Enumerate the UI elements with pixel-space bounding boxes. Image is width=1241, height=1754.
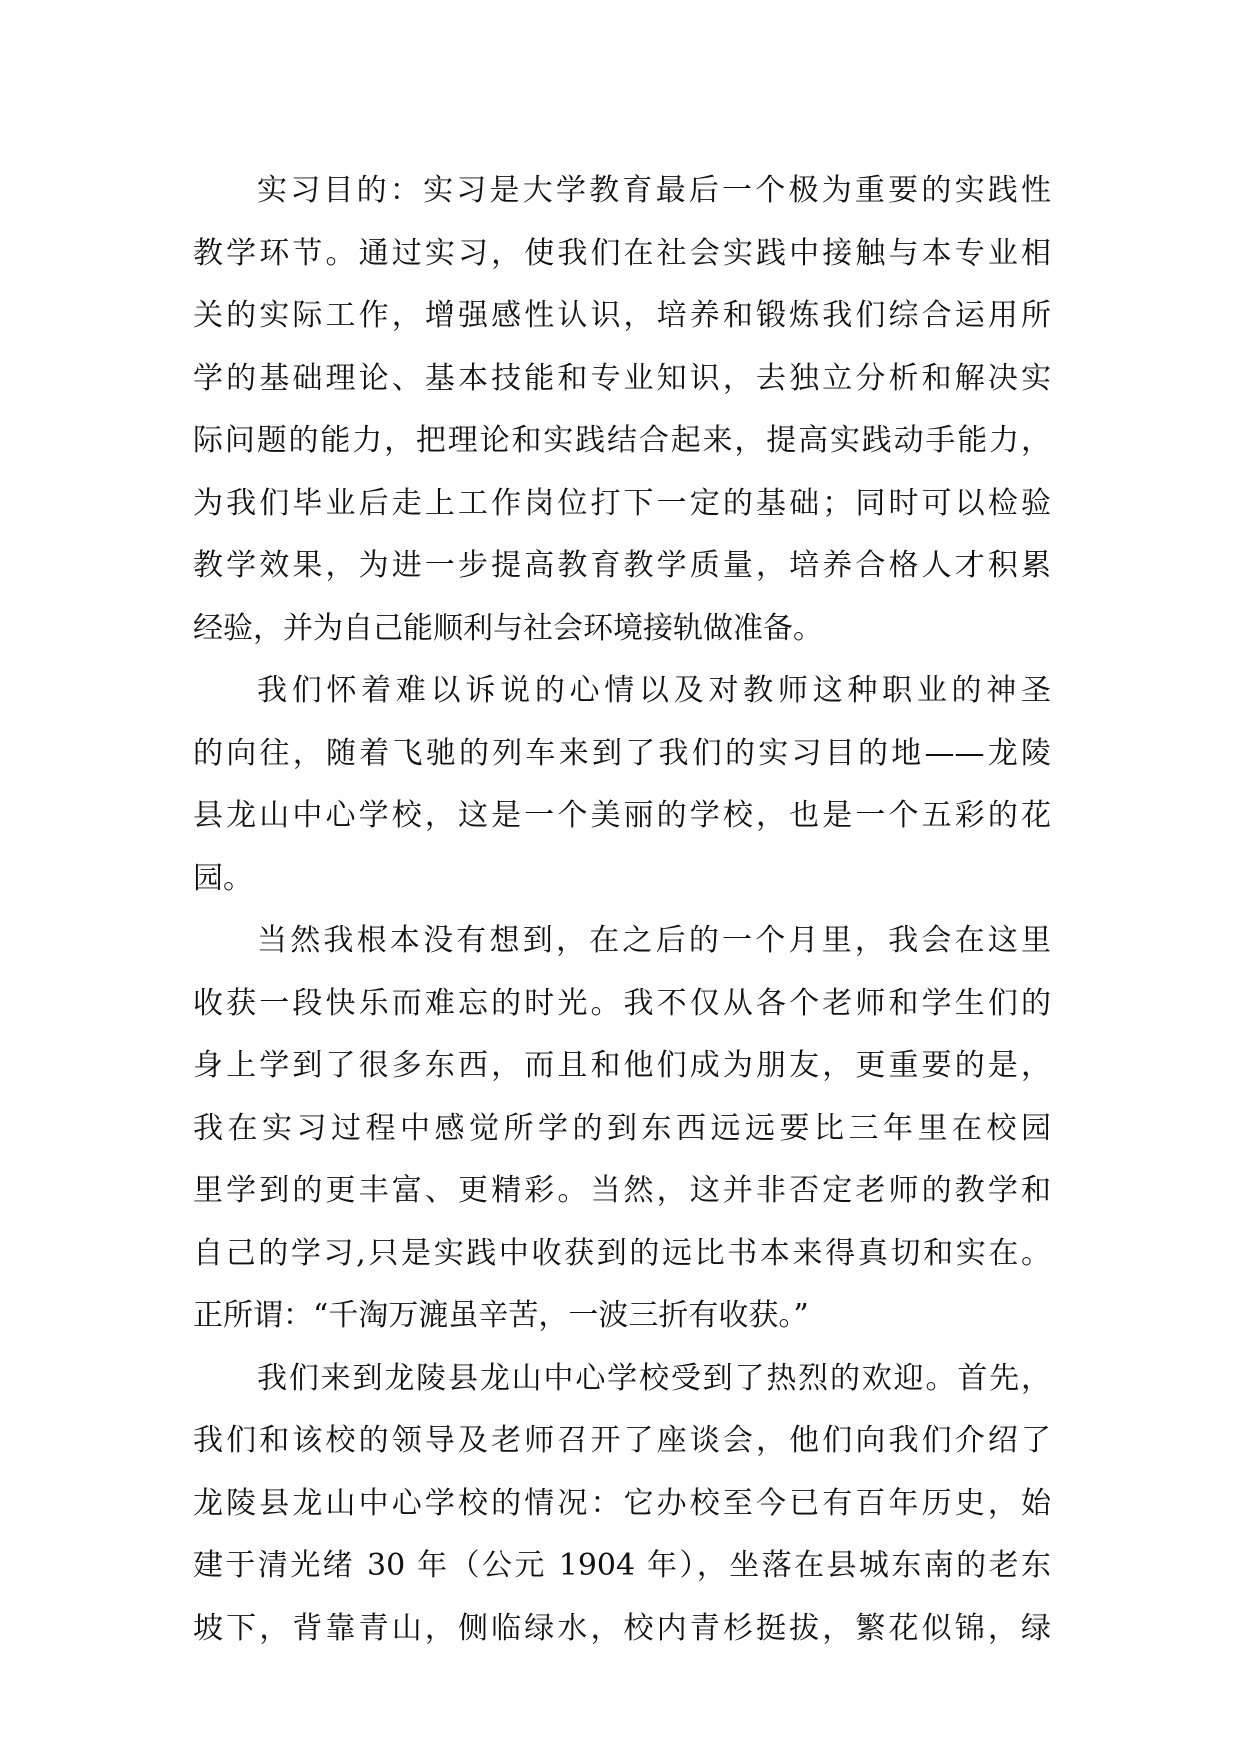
paragraph-arrival xyxy=(193,660,1051,910)
text-line: 关的实际工作，增强感性认识，培养和锻炼我们综合运用所 xyxy=(193,298,1051,333)
text-line: 学的基础理论、基本技能和专业知识，去独立分析和解决实 xyxy=(193,360,1051,396)
paragraph-reflection xyxy=(193,910,1051,1348)
text-line: 我在实习过程中感觉所学的到东西远远要比三年里在校园 xyxy=(193,1110,1051,1146)
text-line: 我们来到龙陵县龙山中心学校受到了热烈的欢迎。首先， xyxy=(257,1360,1051,1396)
document-body xyxy=(193,160,1051,1660)
text-line: 自己的学习,只是实践中收获到的远比书本来得真切和实在。 xyxy=(193,1235,1051,1271)
text-line: 正所谓：“千淘万漉虽辛苦，一波三折有收获。” xyxy=(193,1298,809,1333)
text-line: 际问题的能力，把理论和实践结合起来，提高实践动手能力， xyxy=(193,423,1051,458)
text-line: 教学环节。通过实习，使我们在社会实践中接触与本专业相 xyxy=(193,235,1051,271)
text-line: 坡下，背靠青山，侧临绿水，校内青杉挺拔，繁花似锦，绿 xyxy=(193,1610,1051,1646)
text-line: 县龙山中心学校，这是一个美丽的学校，也是一个五彩的花 xyxy=(193,798,1051,833)
text-line: 龙陵县龙山中心学校的情况：它办校至今已有百年历史，始 xyxy=(193,1485,1051,1521)
text-line: 里学到的更丰富、更精彩。当然，这并非否定老师的教学和 xyxy=(193,1173,1051,1208)
text-line: 建于清光绪 30 年（公元 1904 年），坐落在县城东南的老东 xyxy=(193,1548,1051,1583)
paragraph-purpose xyxy=(193,160,1051,660)
text-line: 为我们毕业后走上工作岗位打下一定的基础；同时可以检验 xyxy=(193,485,1051,521)
text-line: 当然我根本没有想到，在之后的一个月里，我会在这里 xyxy=(257,923,1051,958)
text-line: 身上学到了很多东西，而且和他们成为朋友，更重要的是， xyxy=(193,1048,1051,1083)
paragraph-school-intro xyxy=(193,1348,1051,1661)
text-line: 我们怀着难以诉说的心情以及对教师这种职业的神圣 xyxy=(257,673,1051,708)
text-line: 园。 xyxy=(193,860,253,896)
text-line: 收获一段快乐而难忘的时光。我不仅从各个老师和学生们的 xyxy=(193,985,1051,1021)
text-line: 经验，并为自己能顺利与社会环境接轨做准备。 xyxy=(193,610,823,646)
text-line: 我们和该校的领导及老师召开了座谈会，他们向我们介绍了 xyxy=(193,1423,1051,1458)
text-line: 实习目的：实习是大学教育最后一个极为重要的实践性 xyxy=(257,173,1051,208)
text-line: 教学效果，为进一步提高教育教学质量，培养合格人才积累 xyxy=(193,548,1051,583)
text-line: 的向往，随着飞驰的列车来到了我们的实习目的地——龙陵 xyxy=(193,735,1051,771)
